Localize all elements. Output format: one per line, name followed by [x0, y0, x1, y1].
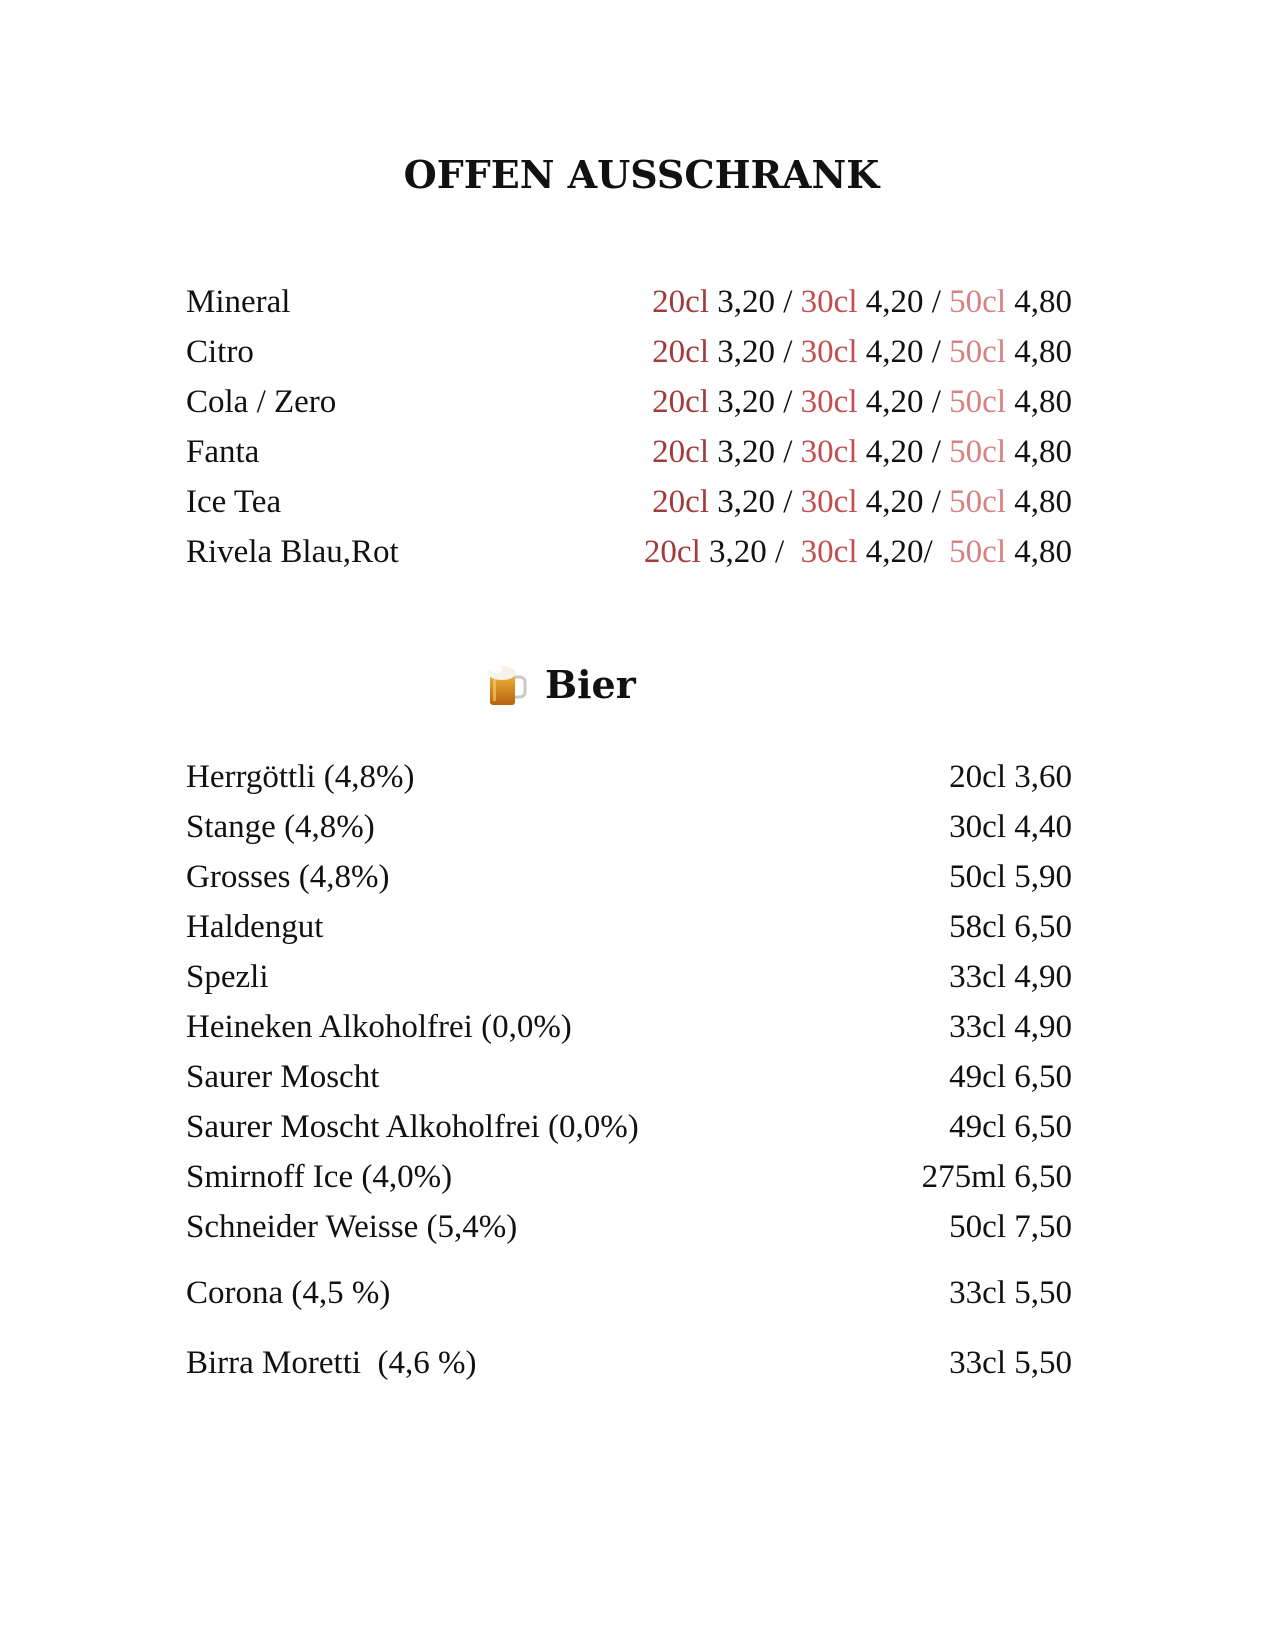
beer-price: 30cl 4,40	[949, 809, 1072, 845]
beer-row	[186, 752, 1072, 802]
beer-name: Grosses (4,8%)	[186, 859, 390, 895]
beer-row	[186, 1152, 1072, 1202]
beer-row	[186, 1002, 1072, 1052]
size-30: 30cl	[800, 484, 858, 520]
price-20: 3,20 /	[709, 284, 801, 320]
beer-row	[186, 902, 1072, 952]
price-30: 4,20 /	[857, 384, 950, 420]
beer-price: 50cl 7,50	[949, 1209, 1072, 1245]
drink-prices	[652, 427, 1072, 477]
price-50: 4,80	[1006, 534, 1072, 570]
beer-row	[186, 1202, 1072, 1252]
price-50: 4,80	[1006, 434, 1072, 470]
price-20: 3,20 /	[709, 434, 801, 470]
soft-drink-row	[186, 277, 1072, 327]
beer-price: 33cl 5,50	[949, 1275, 1072, 1311]
size-30: 30cl	[800, 534, 858, 570]
beer-price: 33cl 4,90	[949, 959, 1072, 995]
beer-price: 33cl 5,50	[949, 1345, 1072, 1381]
beer-name: Smirnoff Ice (4,0%)	[186, 1159, 453, 1195]
price-20: 3,20 /	[709, 484, 801, 520]
beer-row	[186, 1338, 1072, 1388]
beer-name: Haldengut	[186, 909, 324, 945]
beer-name: Herrgöttli (4,8%)	[186, 759, 415, 795]
price-30: 4,20 /	[857, 284, 950, 320]
price-50: 4,80	[1006, 384, 1072, 420]
size-50: 50cl	[949, 484, 1006, 520]
beer-mug-icon	[487, 663, 527, 707]
size-30: 30cl	[800, 334, 858, 370]
price-50: 4,80	[1006, 334, 1072, 370]
beer-row	[186, 852, 1072, 902]
drink-prices	[644, 527, 1072, 577]
beer-row	[186, 1102, 1072, 1152]
soft-drink-row	[186, 327, 1072, 377]
size-30: 30cl	[800, 434, 858, 470]
size-20: 20cl	[652, 334, 709, 370]
price-30: 4,20 /	[857, 484, 950, 520]
beer-name: Saurer Moscht Alkoholfrei (0,0%)	[186, 1109, 639, 1145]
drink-name: Rivela Blau,Rot	[186, 534, 399, 570]
drink-prices	[652, 277, 1072, 327]
beer-name: Heineken Alkoholfrei (0,0%)	[186, 1009, 572, 1045]
soft-drink-row	[186, 377, 1072, 427]
size-20: 20cl	[652, 434, 709, 470]
size-50: 50cl	[949, 434, 1006, 470]
price-30: 4,20 /	[857, 434, 950, 470]
drink-prices	[652, 327, 1072, 377]
beer-price: 49cl 6,50	[949, 1109, 1072, 1145]
size-50: 50cl	[949, 284, 1006, 320]
drink-name: Mineral	[186, 284, 291, 320]
drink-name: Citro	[186, 334, 254, 370]
beer-name: Saurer Moscht	[186, 1059, 380, 1095]
price-20: 3,20 /	[709, 334, 801, 370]
beer-price: 33cl 4,90	[949, 1009, 1072, 1045]
size-50: 50cl	[949, 534, 1006, 570]
price-20: 3,20 /	[709, 384, 801, 420]
beer-row	[186, 952, 1072, 1002]
beer-list-extra	[186, 1268, 1072, 1388]
size-20: 20cl	[652, 484, 709, 520]
size-30: 30cl	[800, 284, 858, 320]
beer-price: 58cl 6,50	[949, 909, 1072, 945]
beer-price: 20cl 3,60	[949, 759, 1072, 795]
beer-row	[186, 802, 1072, 852]
price-20: 3,20 /	[700, 534, 801, 570]
soft-drinks-list	[186, 277, 1072, 577]
size-50: 50cl	[949, 384, 1006, 420]
beer-list	[186, 752, 1072, 1252]
size-30: 30cl	[800, 384, 858, 420]
soft-drink-row	[186, 477, 1072, 527]
beer-heading-text: Bier	[545, 662, 636, 707]
size-50: 50cl	[949, 334, 1006, 370]
soft-drink-row	[186, 427, 1072, 477]
beer-price: 49cl 6,50	[949, 1059, 1072, 1095]
price-50: 4,80	[1006, 484, 1072, 520]
drink-name: Ice Tea	[186, 484, 282, 520]
beer-name: Schneider Weisse (5,4%)	[186, 1209, 518, 1245]
size-20: 20cl	[652, 384, 709, 420]
price-50: 4,80	[1006, 284, 1072, 320]
beer-price: 50cl 5,90	[949, 859, 1072, 895]
size-20: 20cl	[652, 284, 709, 320]
beer-name: Birra Moretti (4,6 %)	[186, 1345, 477, 1381]
size-20: 20cl	[643, 534, 701, 570]
soft-drink-row	[186, 527, 1072, 577]
beer-heading	[487, 662, 636, 707]
beer-name: Corona (4,5 %)	[186, 1275, 391, 1311]
drink-prices	[652, 377, 1072, 427]
price-30: 4,20/	[857, 534, 950, 570]
drink-name: Fanta	[186, 434, 260, 470]
beer-row	[186, 1268, 1072, 1318]
beer-name: Stange (4,8%)	[186, 809, 375, 845]
drink-prices	[652, 477, 1072, 527]
price-30: 4,20 /	[857, 334, 950, 370]
beer-row	[186, 1052, 1072, 1102]
drink-name: Cola / Zero	[186, 384, 337, 420]
page-title: OFFEN AUSSCHRANK	[403, 152, 880, 197]
beer-name: Spezli	[186, 959, 269, 995]
beer-price: 275ml 6,50	[921, 1159, 1072, 1195]
